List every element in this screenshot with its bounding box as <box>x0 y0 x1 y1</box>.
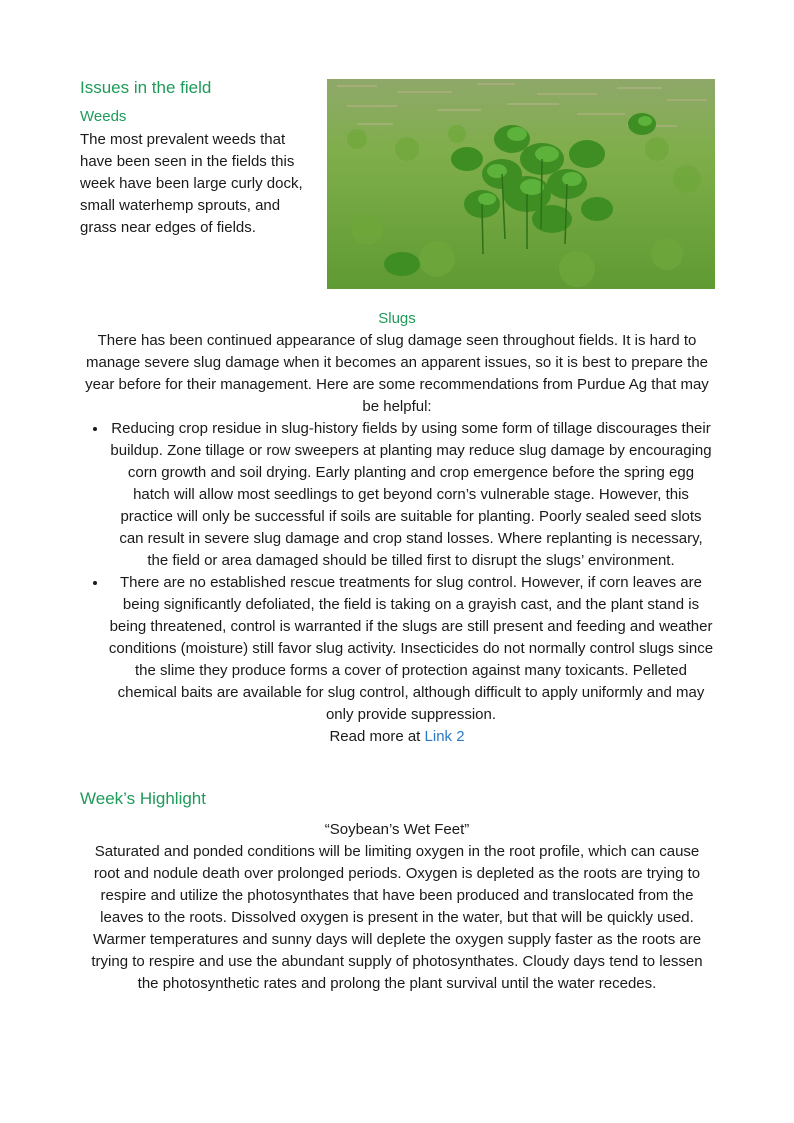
highlight-section <box>80 819 714 995</box>
slugs-recommendations-list <box>80 418 714 726</box>
list-item: • Reducing crop residue in slug-history fields by using some form of tillage discourages their buildup. Zone tillage or row sweepers at planting may reduce slug damage by encouraging corn growth and soil drying. Early planting and crop emergence before the spring egg hatch will allow most seedlings to get beyond corn’s vulnerable stage. However, this practice will only be successful if soils are suitable for planting. Poorly sealed seed slots can result in severe slug damage and crop stand losses. Where replanting is necessary, the field or area damaged should be tilled first to disrupt the slugs’ environment. <box>108 418 714 572</box>
subheading-slugs: Slugs <box>378 310 416 327</box>
field-weeds-photo <box>327 79 715 289</box>
link-2[interactable]: Link 2 <box>424 728 465 745</box>
subheading-weeds: Weeds <box>80 108 127 125</box>
section-title-issues: Issues in the field <box>80 78 212 97</box>
read-more-label: Read more at <box>329 728 421 745</box>
highlight-paragraph: Saturated and ponded conditions will be limiting oxygen in the root profile, which can cause root and nodule death over prolonged periods. Oxygen is depleted as the roots are trying to respire and utilize the photosynthates that have been produced and translocated from the leaves to the roots. Dissolved oxygen is present in the water, but that will be quickly used. Warmer temperatures and sunny days will deplete the oxygen supply faster as the roots are trying to respire and use the abundant supply of photosynthates. Cloudy days tend to lessen the photosynthetic rates and prolong the plant survival until the water recedes. <box>91 843 703 992</box>
list-item: • There are no established rescue treatments for slug control. However, if corn leaves are being significantly defoliated, the field is taking on a grayish cast, and the plant stand is being threatened, control is warranted if the slugs are still present and feeding and weather conditions (moisture) still favor slug activity. Insecticides do not normally control slugs since the slime they produce forms a cover of protection against many toxicants. Pelleted chemical baits are available for slug control, although difficult to apply uniformly and may only provide suppression. <box>108 572 714 726</box>
slugs-intro: There has been continued appearance of slug damage seen throughout fields. It is hard to manage severe slug damage when it becomes an apparent issues, so it is best to prepare the year before for their management. Here are some recommendations from Purdue Ag that may be helpful: <box>85 332 709 415</box>
section-title-highlight: Week’s Highlight <box>80 789 206 808</box>
highlight-subtitle: “Soybean’s Wet Feet” <box>324 821 470 838</box>
weeds-paragraph: The most prevalent weeds that have been seen in the fields this week have been large curly dock, small waterhemp sprouts, and grass near edges of fields. <box>80 131 303 236</box>
slugs-section <box>80 308 714 748</box>
read-more-line <box>80 726 714 748</box>
